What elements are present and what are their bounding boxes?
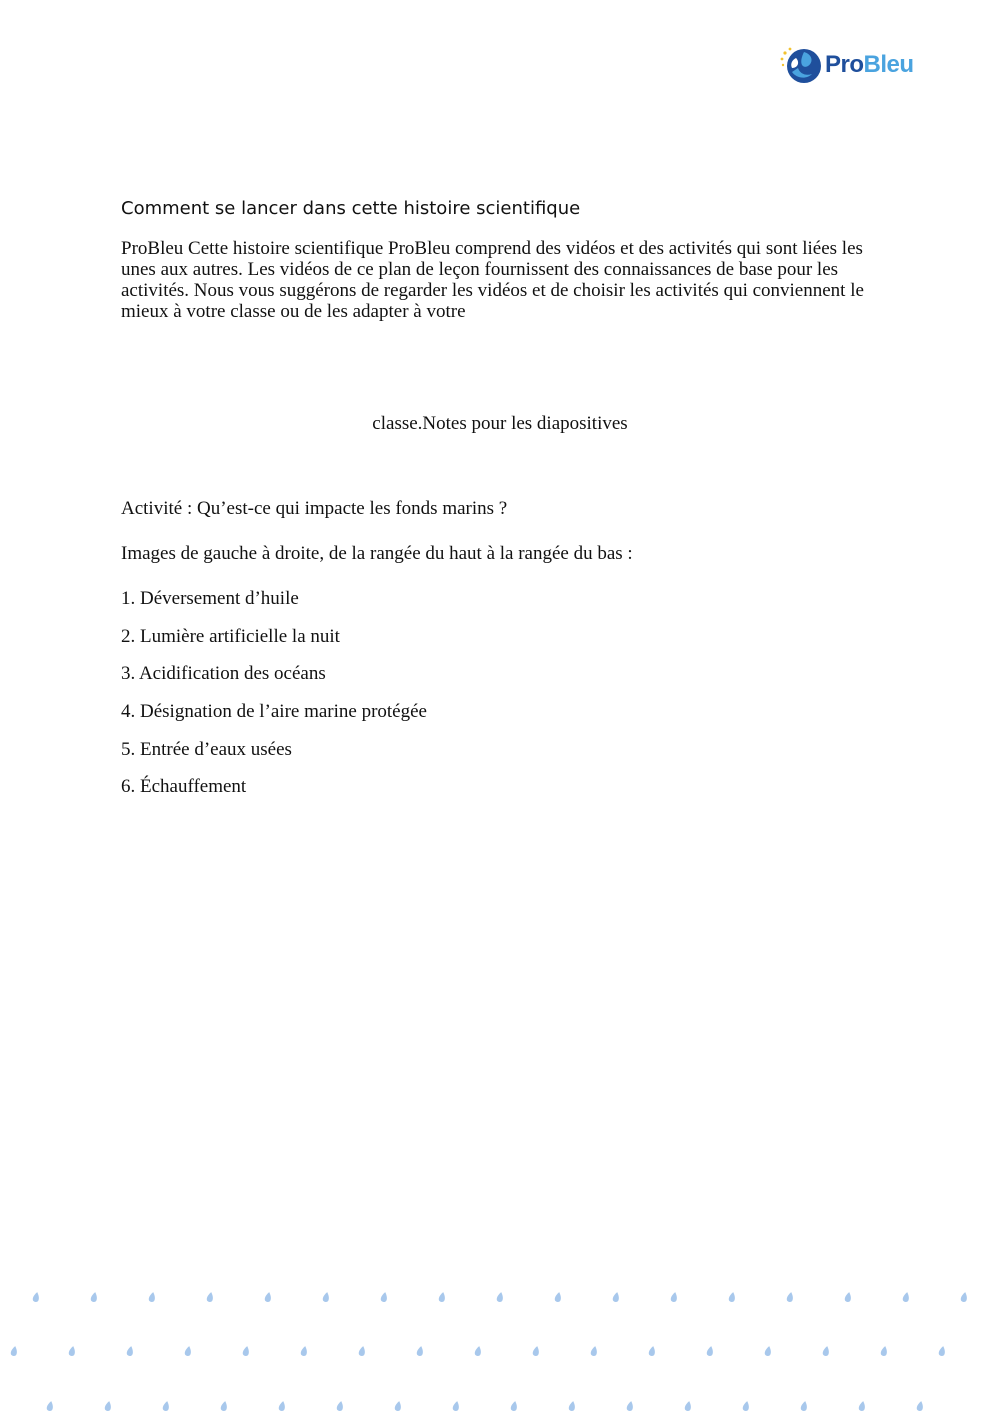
water-droplet-icon [496,1292,504,1303]
water-droplet-icon [684,1401,692,1412]
list-item: 4. Désignation de l’aire marine protégée [121,701,427,723]
water-droplet-icon [612,1292,620,1303]
section-heading: Comment se lancer dans cette histoire scientifique [121,198,581,219]
water-droplet-icon [510,1401,518,1412]
logo-wordmark: ProBleu [825,51,914,78]
water-droplet-icon [336,1401,344,1412]
water-droplet-icon [242,1346,250,1357]
water-droplet-icon [916,1401,924,1412]
water-droplet-icon [68,1346,76,1357]
water-droplet-icon [902,1292,910,1303]
water-droplet-icon [148,1292,156,1303]
water-droplet-icon [184,1346,192,1357]
water-droplet-icon [706,1346,714,1357]
water-droplet-icon [938,1346,946,1357]
water-droplet-icon [786,1292,794,1303]
water-droplet-icon [438,1292,446,1303]
impact-list [121,587,427,813]
water-droplet-icon [742,1401,750,1412]
images-caption: Images de gauche à droite, de la rangée du haut à la rangée du bas : [121,543,633,564]
water-droplet-icon [300,1346,308,1357]
list-item: 6. Échauffement [121,776,247,798]
water-droplet-icon [822,1346,830,1357]
water-droplet-icon [104,1401,112,1412]
water-droplet-icon [626,1401,634,1412]
water-droplet-icon [278,1401,286,1412]
water-droplet-icon [648,1346,656,1357]
water-droplet-icon [800,1401,808,1412]
water-droplet-icon [264,1292,272,1303]
water-droplet-icon [126,1346,134,1357]
water-droplet-icon [532,1346,540,1357]
water-droplet-icon [452,1401,460,1412]
water-droplet-icon [380,1292,388,1303]
probleu-logo-icon [778,44,824,86]
water-droplet-icon [46,1401,54,1412]
water-droplet-icon [764,1346,772,1357]
activity-title: Activité : Qu’est-ce qui impacte les fonds marins ? [121,498,508,519]
water-droplet-icon [880,1346,888,1357]
water-droplet-icon [220,1401,228,1412]
water-droplet-icon [162,1401,170,1412]
water-droplet-icon [10,1346,18,1357]
water-droplet-icon [206,1292,214,1303]
water-droplet-icon [844,1292,852,1303]
list-item: 2. Lumière artificielle la nuit [121,625,340,647]
water-droplet-icon [554,1292,562,1303]
probleu-logo [778,44,923,86]
water-droplet-icon [32,1292,40,1303]
water-droplet-icon [90,1292,98,1303]
notes-line: classe.Notes pour les diapositives [372,413,628,434]
water-droplet-icon [590,1346,598,1357]
water-droplet-pattern [0,1280,1000,1415]
list-item: 1. Déversement d’huile [121,588,299,609]
water-droplet-icon [858,1401,866,1412]
water-droplet-icon [416,1346,424,1357]
water-droplet-icon [960,1292,968,1303]
list-item: 5. Entrée d’eaux usées [121,738,292,760]
water-droplet-icon [474,1346,482,1357]
water-droplet-icon [394,1401,402,1412]
water-droplet-icon [322,1292,330,1303]
intro-paragraph: ProBleu Cette histoire scientifique ProBleu comprend des vidéos et des activités qui sont liées les unes aux autres. Les vidéos de ce plan de leçon fournissent des connaissances de base pour les activités. Nous vous suggérons de regarder les vidéos et de choisir les activités qui conviennent le mieux à votre classe ou de les adapter à votre [121,238,864,322]
water-droplet-icon [358,1346,366,1357]
water-droplet-icon [568,1401,576,1412]
water-droplet-icon [670,1292,678,1303]
water-droplet-icon [728,1292,736,1303]
list-item: 3. Acidification des océans [121,663,326,685]
